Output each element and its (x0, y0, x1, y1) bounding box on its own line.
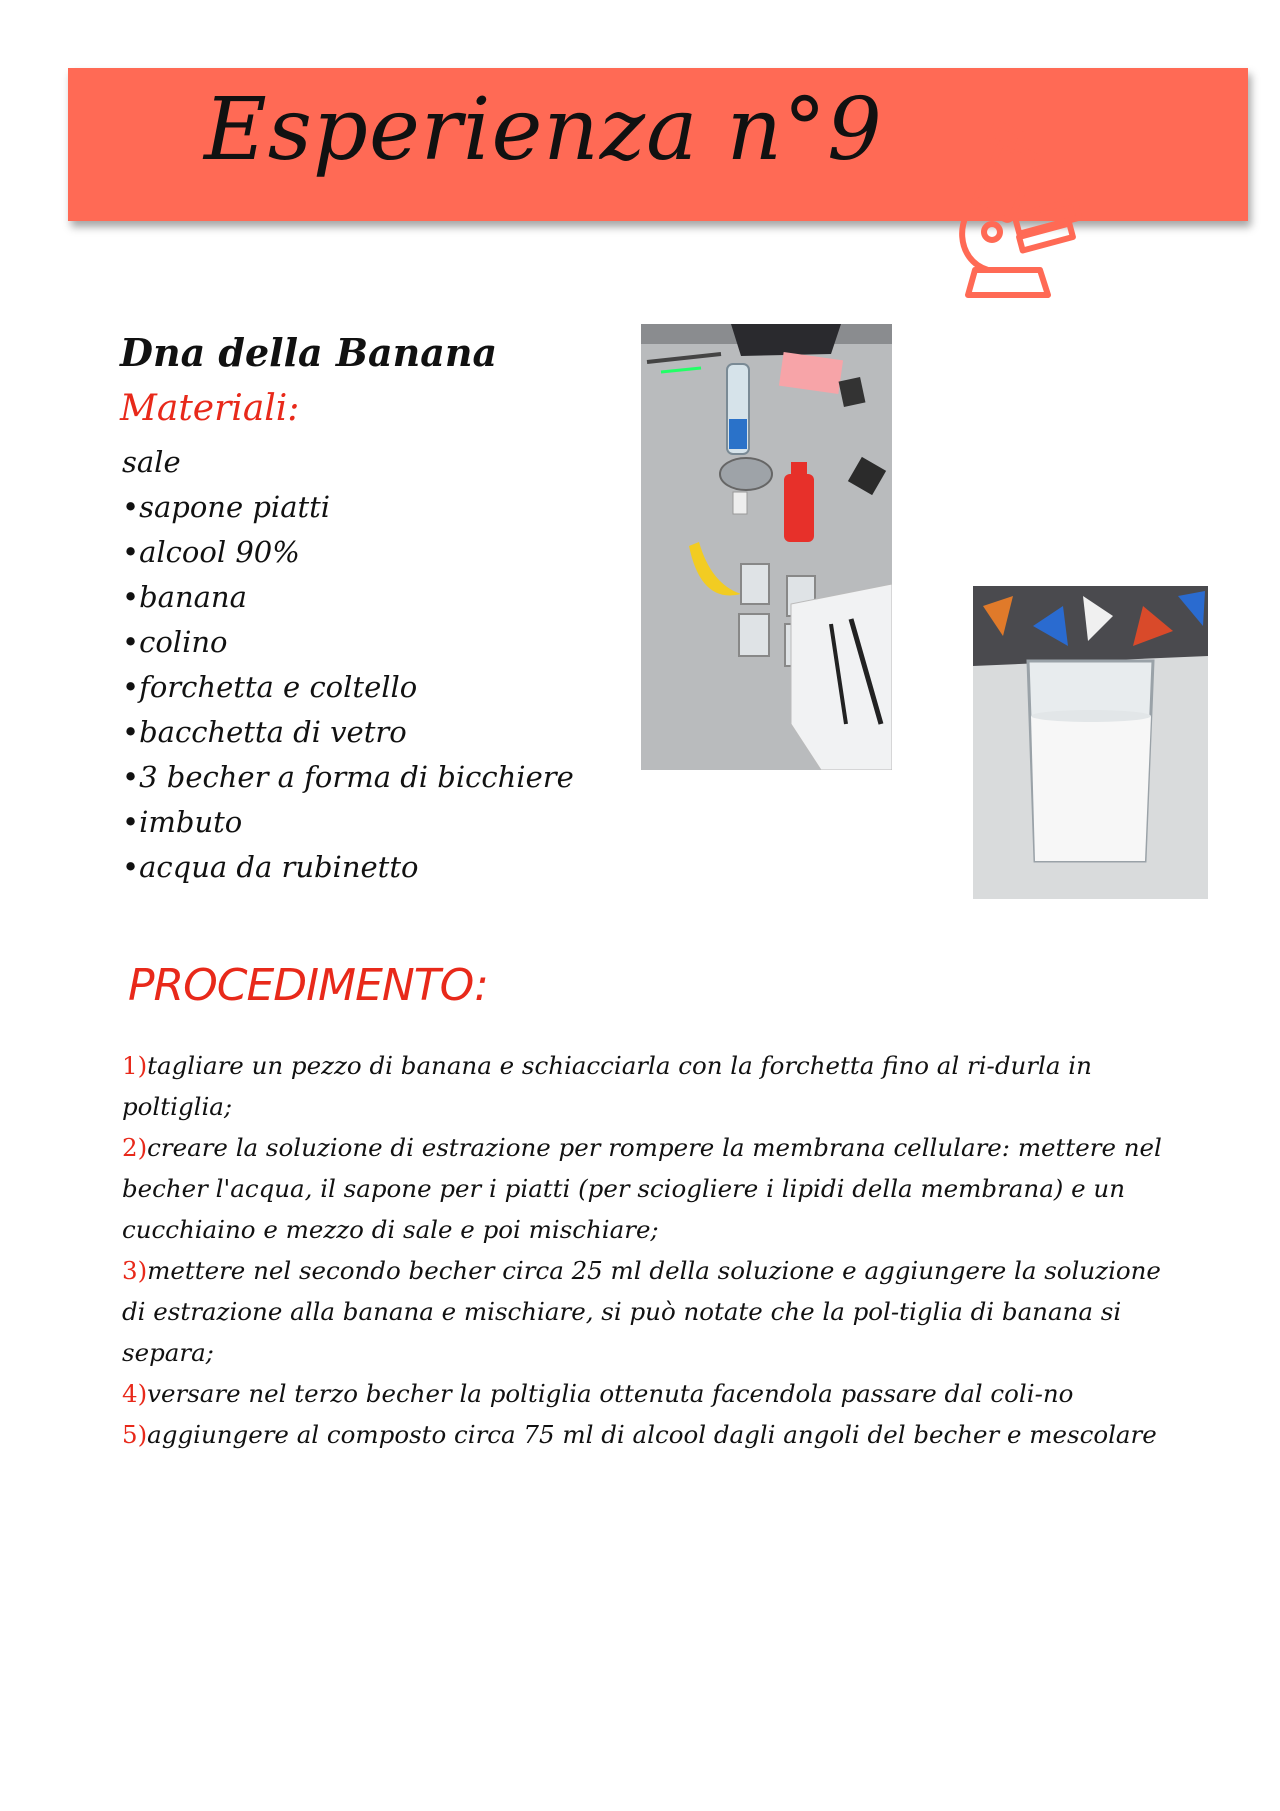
step-text: tagliare un pezzo di banana e schiacciarla con la forchetta fino al ri-durla in poltiglia; (122, 1051, 1092, 1121)
procedure-step (122, 1250, 1172, 1373)
list-item: •acqua da rubinetto (122, 850, 419, 884)
step-number: 4) (122, 1379, 148, 1408)
procedure-step (122, 1373, 1172, 1414)
list-item: •banana (122, 580, 247, 614)
page-title: Esperienza n°9 (204, 80, 883, 180)
list-item: sale (122, 445, 181, 479)
list-item: •alcool 90% (122, 535, 300, 569)
lab-materials-photo (641, 324, 892, 770)
list-item: •colino (122, 625, 228, 659)
list-item: •imbuto (122, 805, 243, 839)
list-item: •sapone piatti (122, 490, 331, 524)
step-number: 3) (122, 1256, 148, 1285)
materials-heading: Materiali: (120, 388, 300, 429)
materials-list (122, 440, 574, 890)
step-number: 2) (122, 1133, 148, 1162)
procedure-step (122, 1045, 1172, 1127)
step-text: versare nel terzo becher la poltiglia ottenuta facendola passare dal coli-no (147, 1379, 1074, 1408)
step-text: creare la soluzione di estrazione per rompere la membrana cellulare: mettere nel becher l'acqua, il sapone per i piatti (per sciogliere i lipidi della membrana) e un cucchiaino e mezzo di sale e poi mischiare; (122, 1133, 1162, 1244)
microscope-icon (950, 120, 1090, 310)
experiment-subtitle: Dna della Banana (120, 330, 498, 375)
procedure-step (122, 1127, 1172, 1250)
list-item: •forchetta e coltello (122, 670, 418, 704)
procedure-steps (122, 1045, 1172, 1455)
step-text: mettere nel secondo becher circa 25 ml della soluzione e aggiungere la soluzione di estrazione alla banana e mischiare, si può notate che la pol-tiglia di banana si separa; (122, 1256, 1161, 1367)
step-number: 5) (122, 1420, 148, 1449)
procedure-step (122, 1414, 1172, 1455)
list-item: •bacchetta di vetro (122, 715, 407, 749)
list-item: •3 becher a forma di bicchiere (122, 760, 574, 794)
procedure-heading: PROCEDIMENTO: (128, 960, 488, 1011)
dna-beaker-photo (973, 586, 1208, 899)
step-number: 1) (122, 1051, 148, 1080)
step-text: aggiungere al composto circa 75 ml di alcool dagli angoli del becher e mescolare (147, 1420, 1157, 1449)
